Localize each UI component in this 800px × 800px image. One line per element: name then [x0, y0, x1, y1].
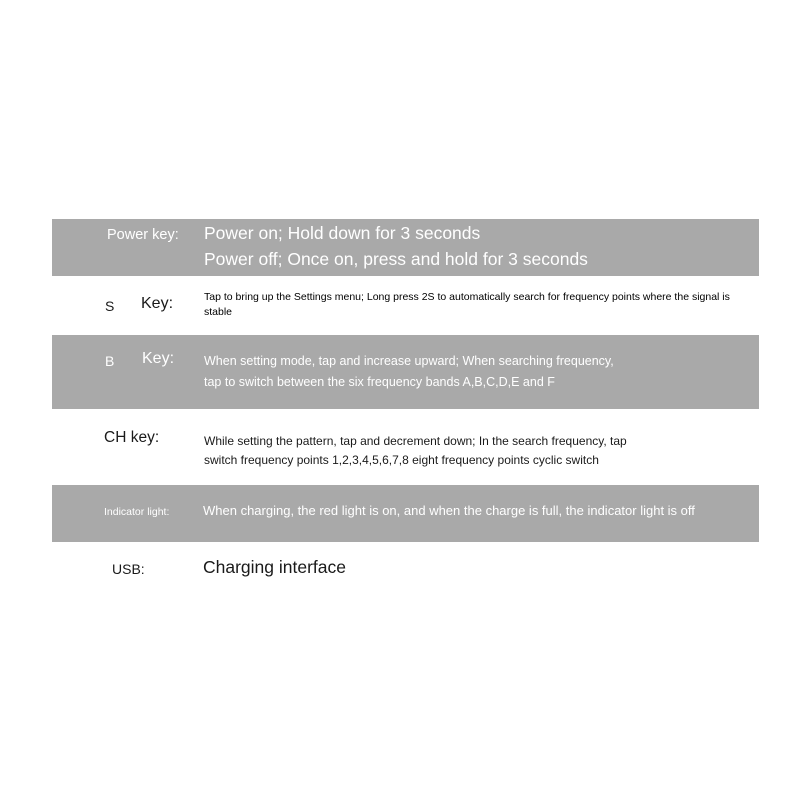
indicator-light-description: When charging, the red light is on, and when the charge is full, the indicator light is off [203, 503, 695, 518]
b-key-description-line-1: When setting mode, tap and increase upward; When searching frequency, [204, 354, 614, 368]
ch-key-description-line-1: While setting the pattern, tap and decrement down; In the search frequency, tap [204, 434, 627, 448]
usb-description: Charging interface [203, 557, 346, 577]
b-key-label: Key: [142, 350, 175, 367]
power-off-description: Power off; Once on, press and hold for 3 seconds [204, 249, 588, 269]
b-key-letter: B [105, 353, 115, 369]
row-b-key [52, 335, 759, 409]
ch-key-description-line-2: switch frequency points 1,2,3,4,5,6,7,8 eight frequency points cyclic switch [204, 453, 599, 467]
s-key-label: Key: [141, 295, 174, 312]
row-indicator-light [52, 485, 759, 542]
s-key-letter: S [105, 298, 115, 314]
power-key-label: Power key: [107, 227, 179, 243]
s-key-description: Tap to bring up the Settings menu; Long press 2S to automatically search for frequency points where the signal is stable [204, 291, 730, 318]
row-s-key [52, 283, 759, 325]
ch-key-label: CH key: [104, 429, 160, 446]
indicator-light-label: Indicator light: [104, 506, 170, 518]
row-power-key [52, 219, 759, 276]
row-usb [52, 550, 759, 590]
row-ch-key [52, 421, 759, 476]
b-key-description-line-2: tap to switch between the six frequency bands A,B,C,D,E and F [204, 375, 555, 389]
usb-label: USB: [112, 561, 145, 577]
power-on-description: Power on; Hold down for 3 seconds [204, 223, 481, 243]
